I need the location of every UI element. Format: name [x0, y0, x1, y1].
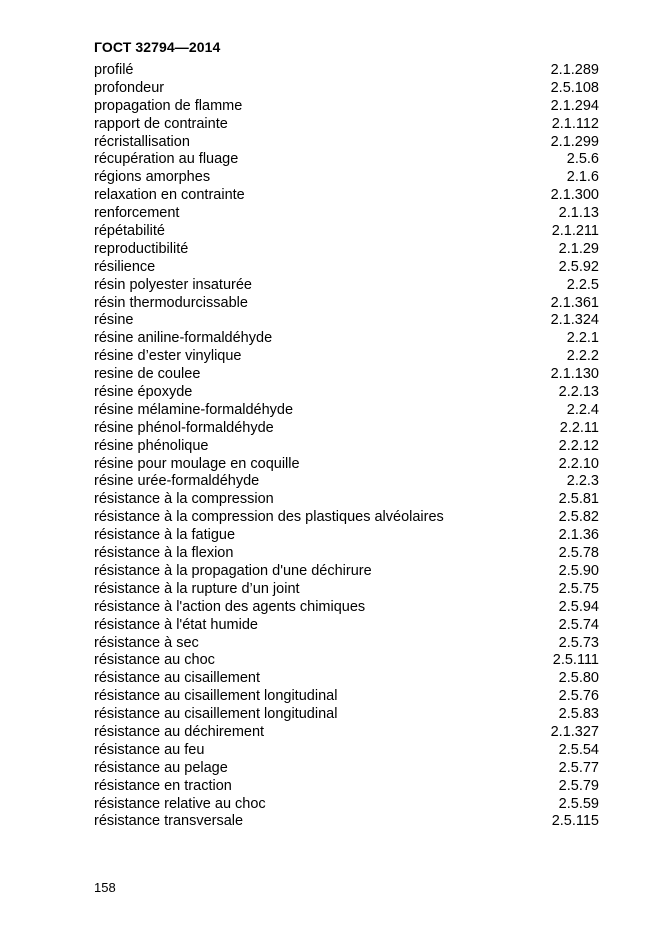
index-entry: [94, 742, 599, 760]
index-entry: [94, 134, 599, 152]
index-entry: [94, 491, 599, 509]
index-reference: 2.1.29: [558, 240, 599, 257]
index-reference: 2.2.11: [559, 419, 599, 436]
index-term: renforcement: [94, 205, 180, 222]
index-reference: 2.5.78: [558, 545, 599, 562]
index-entry: [94, 563, 599, 581]
index-term: résistance au cisaillement: [94, 670, 261, 687]
index-reference: 2.5.6: [566, 151, 599, 168]
index-entry: [94, 635, 599, 653]
index-entry: [94, 223, 599, 241]
page-number: 158: [94, 880, 116, 895]
index-term: rapport de contrainte: [94, 115, 228, 132]
index-entry: [94, 241, 599, 259]
index-term: résine phénolique: [94, 437, 209, 454]
index-entry: [94, 151, 599, 169]
index-reference: 2.2.12: [558, 437, 599, 454]
index-reference: 2.5.115: [551, 813, 599, 830]
index-entry: [94, 116, 599, 134]
index-entry: [94, 330, 599, 348]
index-term: propagation de flamme: [94, 97, 243, 114]
index-term: récupération au fluage: [94, 151, 239, 168]
index-term: résine: [94, 312, 134, 329]
index-reference: 2.5.75: [558, 580, 599, 597]
index-reference: 2.5.76: [558, 688, 599, 705]
standard-header: ГОСТ 32794—2014: [94, 39, 221, 55]
index-reference: 2.2.5: [566, 276, 599, 293]
index-reference: 2.1.300: [550, 187, 599, 204]
index-term: résine pour moulage en coquille: [94, 455, 300, 472]
index-entry: [94, 599, 599, 617]
index-entry: [94, 670, 599, 688]
index-reference: 2.1.294: [550, 97, 599, 114]
index-term: résistance à l'état humide: [94, 616, 258, 633]
index-term: régions amorphes: [94, 169, 211, 186]
index-term: résistance à la propagation d'une déchirure: [94, 562, 372, 579]
index-entry: [94, 169, 599, 187]
index-entry: [94, 456, 599, 474]
index-term: résistance au cisaillement longitudinal: [94, 688, 338, 705]
index-reference: 2.5.111: [552, 652, 599, 669]
index-term: resine de coulee: [94, 366, 201, 383]
index-term: résistance à la compression des plastiques alvéolaires: [94, 509, 444, 526]
index-term: résine d’ester vinylique: [94, 348, 242, 365]
index-reference: 2.5.108: [550, 79, 599, 96]
index-reference: 2.5.74: [558, 616, 599, 633]
index-reference: 2.5.83: [558, 706, 599, 723]
index-reference: 2.5.73: [558, 634, 599, 651]
index-term: résistance au choc: [94, 652, 215, 669]
index-term: résistance relative au choc: [94, 795, 266, 812]
index-entry: [94, 348, 599, 366]
index-reference: 2.5.79: [558, 777, 599, 794]
index-term: résin polyester insaturée: [94, 276, 252, 293]
index-term: résistance au pelage: [94, 759, 228, 776]
index-entry: [94, 617, 599, 635]
index-reference: 2.5.82: [558, 509, 599, 526]
index-reference: 2.5.81: [558, 491, 599, 508]
index-entry: [94, 652, 599, 670]
index-reference: 2.1.6: [566, 169, 599, 186]
term-index-list: [94, 62, 599, 831]
index-term: résin thermodurcissable: [94, 294, 248, 311]
index-entry: [94, 80, 599, 98]
index-reference: 2.1.211: [551, 223, 599, 240]
index-reference: 2.2.1: [566, 330, 599, 347]
index-reference: 2.2.4: [566, 401, 599, 418]
index-entry: [94, 187, 599, 205]
index-entry: [94, 581, 599, 599]
index-term: résine phénol-formaldéhyde: [94, 419, 274, 436]
index-entry: [94, 205, 599, 223]
index-term: résistance au déchirement: [94, 723, 265, 740]
index-entry: [94, 98, 599, 116]
index-entry: [94, 509, 599, 527]
index-reference: 2.5.59: [558, 795, 599, 812]
index-term: relaxation en contrainte: [94, 187, 245, 204]
index-term: résistance à la flexion: [94, 545, 234, 562]
index-entry: [94, 277, 599, 295]
index-term: résistance au feu: [94, 741, 205, 758]
index-entry: [94, 545, 599, 563]
index-reference: 2.1.130: [550, 366, 599, 383]
index-entry: [94, 62, 599, 80]
index-term: résistance transversale: [94, 813, 244, 830]
index-entry: [94, 688, 599, 706]
index-reference: 2.1.299: [550, 133, 599, 150]
index-entry: [94, 760, 599, 778]
index-term: profondeur: [94, 79, 165, 96]
index-term: résistance en traction: [94, 777, 232, 794]
index-entry: [94, 295, 599, 313]
index-term: résine époxyde: [94, 384, 193, 401]
index-term: répétabilité: [94, 223, 165, 240]
index-reference: 2.2.10: [558, 455, 599, 472]
index-entry: [94, 402, 599, 420]
index-reference: 2.5.90: [558, 562, 599, 579]
index-reference: 2.1.289: [550, 62, 599, 78]
index-term: résine urée-formaldéhyde: [94, 473, 260, 490]
index-entry: [94, 420, 599, 438]
index-reference: 2.5.92: [558, 258, 599, 275]
index-reference: 2.2.2: [566, 348, 599, 365]
index-reference: 2.1.327: [550, 723, 599, 740]
index-reference: 2.1.36: [558, 527, 599, 544]
index-entry: [94, 438, 599, 456]
index-entry: [94, 473, 599, 491]
index-reference: 2.5.54: [558, 741, 599, 758]
index-reference: 2.5.94: [558, 598, 599, 615]
index-reference: 2.1.361: [550, 294, 599, 311]
index-term: résine mélamine-formaldéhyde: [94, 401, 294, 418]
index-entry: [94, 796, 599, 814]
index-term: résistance à la fatigue: [94, 527, 236, 544]
index-entry: [94, 312, 599, 330]
index-term: résistance à sec: [94, 634, 199, 651]
index-term: résistance à la compression: [94, 491, 274, 508]
index-entry: [94, 706, 599, 724]
index-reference: 2.2.13: [558, 384, 599, 401]
index-term: résine aniline-formaldéhyde: [94, 330, 273, 347]
index-term: reproductibilité: [94, 240, 189, 257]
index-term: résistance à l'action des agents chimiques: [94, 598, 366, 615]
index-term: résilience: [94, 258, 156, 275]
index-entry: [94, 778, 599, 796]
index-entry: [94, 724, 599, 742]
index-term: résistance à la rupture d’un joint: [94, 580, 300, 597]
index-term: profilé: [94, 62, 134, 78]
index-entry: [94, 366, 599, 384]
index-reference: 2.5.80: [558, 670, 599, 687]
index-entry: [94, 384, 599, 402]
index-entry: [94, 813, 599, 831]
index-reference: 2.1.324: [550, 312, 599, 329]
index-entry: [94, 259, 599, 277]
index-reference: 2.1.13: [558, 205, 599, 222]
index-reference: 2.2.3: [566, 473, 599, 490]
index-entry: [94, 527, 599, 545]
index-reference: 2.1.112: [551, 115, 599, 132]
index-reference: 2.5.77: [558, 759, 599, 776]
index-term: résistance au cisaillement longitudinal: [94, 706, 338, 723]
index-term: récristallisation: [94, 133, 190, 150]
